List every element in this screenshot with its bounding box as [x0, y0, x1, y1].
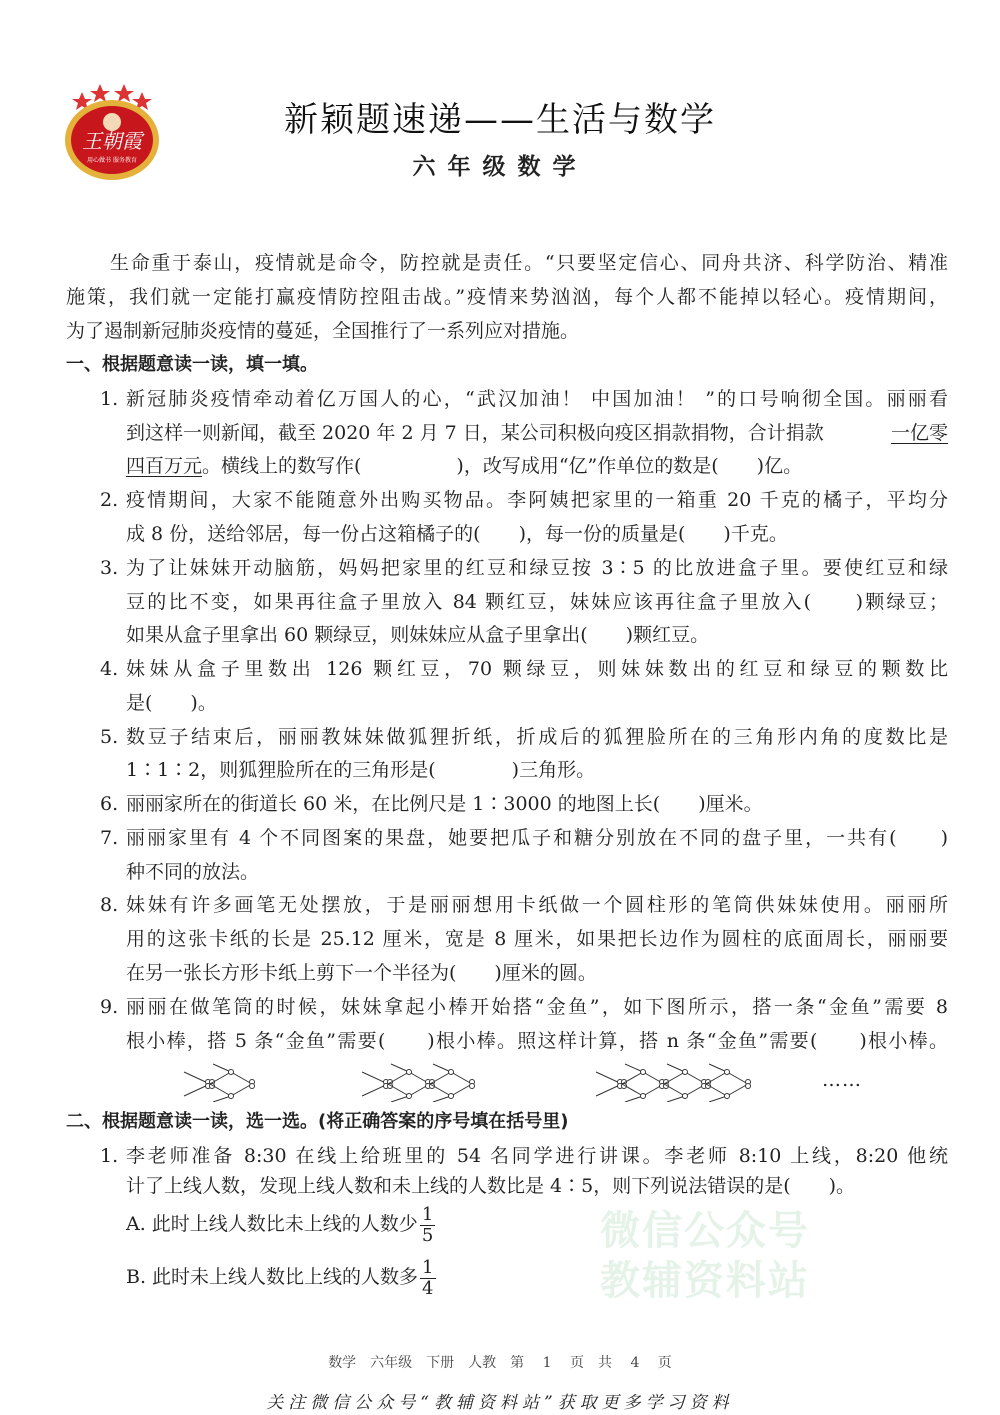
question-line: 用的这张卡纸的长是 25.12 厘米，宽是 8 厘米，如果把长边作为圆柱的底面周长，丽丽要: [126, 928, 948, 950]
question-number: 8.: [100, 894, 119, 916]
question-line: 新冠肺炎疫情牵动着亿万国人的心，“武汉加油！ 中国加油！ ”的口号响彻全国。丽丽看: [126, 388, 948, 410]
question-text: 改写成用“亿”作单位的数是( )亿。: [482, 455, 803, 477]
question-line: 种不同的放法。: [126, 861, 260, 883]
intro-line: 施策，我们就一定能打赢疫情防控阻击战。”疫情来势汹汹，每个人都不能掉以轻心。疫情期间，: [66, 286, 948, 308]
question-line: [126, 454, 802, 478]
question-number: 6.: [100, 793, 119, 815]
fraction: [420, 1205, 435, 1246]
question-line: 妹妹从盒子里数出 126 颗红豆，70 颗绿豆，则妹妹数出的红豆和绿豆的颗数比: [126, 658, 948, 680]
option-a[interactable]: [126, 1202, 435, 1246]
underlined-number: 一亿零: [890, 422, 948, 444]
question-number: 7.: [100, 827, 119, 849]
question-text: 。横线上的数写作( )，: [202, 455, 483, 477]
option-label: B. 此时未上线人数比上线的人数多: [126, 1266, 419, 1288]
option-label: A. 此时上线人数比未上线的人数少: [126, 1213, 418, 1235]
question-line: 根小棒，搭 5 条“金鱼”需要( )根小棒。照这样计算，搭 n 条“金鱼”需要( )根小棒。: [126, 1030, 948, 1052]
logo-brand: 王朝霞: [82, 129, 142, 153]
question-number: 2.: [100, 489, 119, 511]
question-line: 1∶1∶2，则狐狸脸所在的三角形是( )三角形。: [126, 759, 596, 781]
watermark: [600, 1206, 810, 1306]
question-number: 9.: [100, 996, 119, 1018]
intro-line: 为了遏制新冠肺炎疫情的蔓延，全国推行了一系列应对措施。: [66, 320, 580, 342]
question-number: 5.: [100, 726, 119, 748]
page-title: 新颖题速递——生活与数学: [284, 100, 716, 140]
logo-slogan: 用心做书 服务教育: [87, 157, 137, 164]
denominator: 5: [421, 1224, 434, 1246]
question-text: 到这样一则新闻，截至 2020 年 2 月 7 日，某公司积极向疫区捐款捐物，合计捐款: [126, 422, 824, 444]
question-line: 丽丽在做笔筒的时候，妹妹拿起小棒开始搭“金鱼”，如下图所示，搭一条“金鱼”需要 8: [126, 996, 948, 1018]
page-subtitle: 六年级数学: [412, 154, 588, 180]
option-b[interactable]: [126, 1255, 436, 1299]
question-number: 3.: [100, 557, 119, 579]
goldfish-figure-2: [358, 1062, 518, 1102]
watermark-line: 教辅资料站: [600, 1258, 810, 1304]
question-line: 如果从盒子里拿出 60 颗绿豆，则妹妹应从盒子里拿出( )颗红豆。: [126, 624, 710, 646]
section-1-heading: 一、根据题意读一读，填一填。: [66, 354, 318, 375]
figure-ellipsis: ……: [822, 1069, 862, 1091]
page-footer: 数学 六年级 下册 人教 第 1 页 共 4 页: [328, 1355, 672, 1371]
question-number: 4.: [100, 658, 119, 680]
publisher-logo: [62, 78, 162, 182]
question-line: 李老师准备 8:30 在线上给班里的 54 名同学进行讲课。李老师 8:10 上线，8:20 他统: [126, 1145, 948, 1167]
numerator: 1: [422, 1256, 434, 1278]
question-line: 数豆子结束后，丽丽教妹妹做狐狸折纸，折成后的狐狸脸所在的三角形内角的度数比是: [126, 726, 948, 748]
handwritten-note: 关注微信公众号“教辅资料站”获取更多学习资料: [266, 1393, 734, 1413]
denominator: 4: [422, 1277, 434, 1299]
question-line: 丽丽家里有 4 个不同图案的果盘，她要把瓜子和糖分别放在不同的盘子里，一共有( ): [126, 827, 948, 849]
watermark-line: 微信公众号: [600, 1208, 810, 1254]
question-line: 妹妹有许多画笔无处摆放，于是丽丽想用卡纸做一个圆柱形的笔筒供妹妹使用。丽丽所: [126, 894, 948, 916]
intro-line: 生命重于泰山，疫情就是命令，防控就是责任。“只要坚定信心、同舟共济、科学防治、精准: [110, 252, 948, 274]
question-number: 1.: [100, 1145, 119, 1167]
question-line: 疫情期间，大家不能随意外出购买物品。李阿姨把家里的一箱重 20 千克的橘子，平均分: [126, 489, 948, 511]
question-line: 是( )。: [126, 692, 217, 714]
goldfish-figure-3: [592, 1062, 812, 1102]
question-line: 成 8 份，送给邻居，每一份占这箱橘子的( )，每一份的质量是( )千克。: [126, 523, 788, 545]
fraction: [420, 1258, 435, 1299]
question-line: 为了让妹妹开动脑筋，妈妈把家里的红豆和绿豆按 3∶5 的比放进盒子里。要使红豆和绿: [126, 557, 948, 579]
question-line: 计了上线人数，发现上线人数和未上线的人数比是 4∶5，则下列说法错误的是( )。: [126, 1175, 856, 1197]
underlined-number: 四百万元: [126, 455, 203, 477]
question-line: 豆的比不变，如果再往盒子里放入 84 颗红豆，妹妹应该再往盒子里放入( )颗绿豆；: [126, 591, 948, 613]
question-number: 1.: [100, 388, 119, 410]
section-2-heading: 二、根据题意读一读，选一选。(将正确答案的序号填在括号里): [66, 1111, 569, 1132]
question-line: 在另一张长方形卡纸上剪下一个半径为( )厘米的圆。: [126, 962, 597, 984]
question-line: [126, 421, 948, 445]
question-line: 丽丽家所在的街道长 60 米，在比例尺是 1∶3000 的地图上长( )厘米。: [126, 793, 763, 815]
goldfish-figure-1: [180, 1062, 280, 1102]
numerator: 1: [421, 1203, 434, 1225]
